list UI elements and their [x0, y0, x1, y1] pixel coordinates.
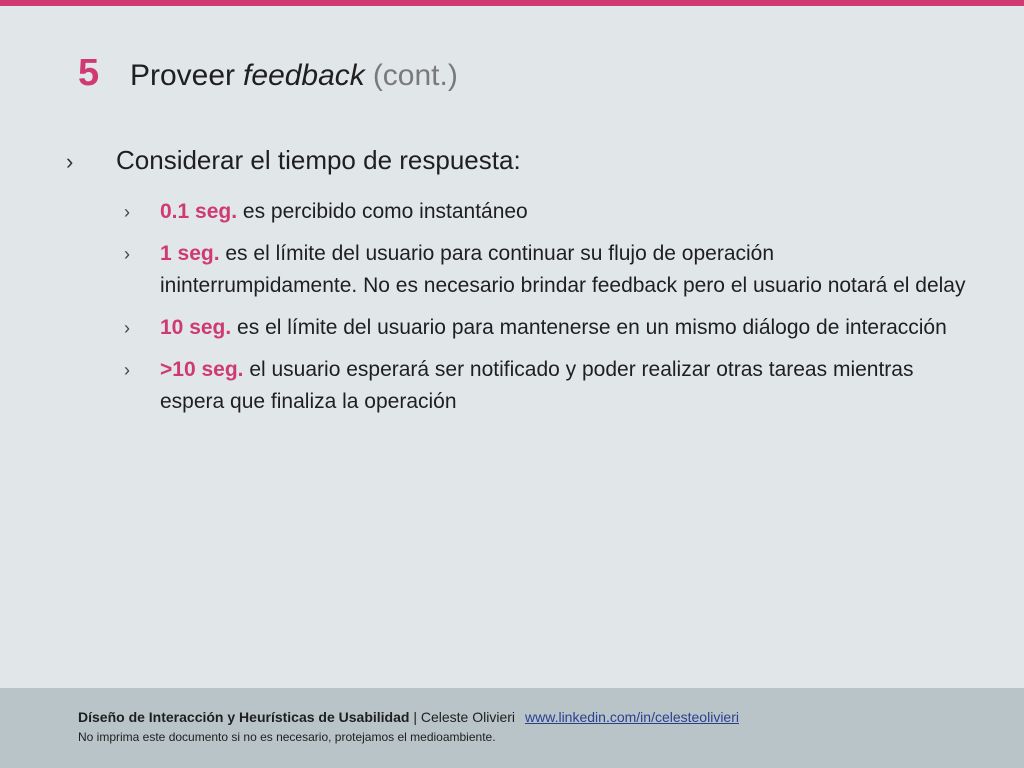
main-bullet-text: Considerar el tiempo de respuesta: [116, 145, 521, 175]
list-item [124, 238, 974, 302]
chevron-right-icon: › [66, 149, 74, 174]
slide-number: 5 [78, 52, 100, 94]
sub-bullet-list [124, 196, 974, 428]
chevron-right-icon: › [124, 244, 130, 264]
item-text: es el límite del usuario para mantenerse en un mismo diálogo de interacción [231, 316, 947, 339]
title-italic: feedback [243, 59, 365, 92]
footer [0, 688, 1024, 768]
item-highlight: >10 seg. [160, 358, 244, 381]
footer-credits [78, 709, 739, 725]
item-text: el usuario esperará ser notificado y poder realizar otras tareas mientras espera que finaliza la operación [160, 358, 914, 413]
linkedin-link[interactable]: www.linkedin.com/in/celesteolivieri [525, 709, 739, 725]
footer-separator: | [409, 709, 421, 725]
list-item [124, 312, 974, 344]
footer-course: Díseño de Interacción y Heurísticas de Usabilidad [78, 709, 410, 725]
item-highlight: 0.1 seg. [160, 200, 238, 223]
chevron-right-icon: › [124, 202, 130, 222]
item-highlight: 1 seg. [160, 242, 220, 265]
chevron-right-icon: › [124, 318, 130, 338]
footer-author: Celeste Olivieri [420, 709, 516, 725]
title-suffix: (cont.) [372, 59, 458, 92]
item-text: es el límite del usuario para continuar su flujo de operación ininterrumpidamente. No es necesario brindar feedback pero el usuario notará el delay [160, 242, 966, 297]
slide-title [78, 52, 458, 100]
item-highlight: 10 seg. [160, 316, 232, 339]
footer-note: No imprima este documento si no es necesario, protejamos el medioambiente. [78, 730, 496, 744]
list-item [124, 196, 974, 228]
main-bullet [66, 145, 521, 176]
item-text: es percibido como instantáneo [237, 200, 528, 223]
list-item [124, 354, 974, 418]
title-text: Proveer [130, 59, 236, 92]
chevron-right-icon: › [124, 360, 130, 380]
top-accent-bar [0, 0, 1024, 6]
